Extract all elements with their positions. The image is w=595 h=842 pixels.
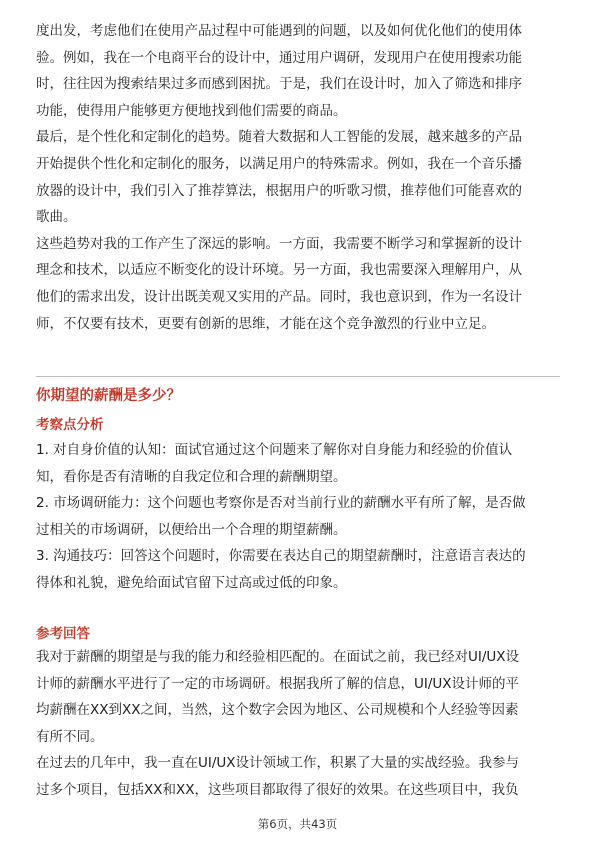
text-line: 均薪酬在XX到XX之间，当然，这个数字会因为地区、公司规模和个人经验等因素 [36, 702, 519, 719]
question-title: 你期望的薪酬是多少？ [36, 388, 181, 404]
answer-body [36, 644, 560, 804]
answer-paragraph-1 [36, 644, 560, 750]
text-line: 最后，是个性化和定制化的趋势。随着大数据和人工智能的发展，越来越多的产品 [36, 129, 522, 146]
text-line: 有所不同。 [36, 728, 104, 745]
text-line: 得体和礼貌，避免给面试官留下过高或过低的印象。 [36, 574, 347, 591]
answer-paragraph-2 [36, 750, 560, 803]
text-line: 过相关的市场调研，以便给出一个合理的期望薪酬。 [36, 521, 347, 538]
text-line: 3. 沟通技巧：回答这个问题时，你需要在表达自己的期望薪酬时，注意语言表达的 [36, 548, 526, 565]
text-line: 时，往往因为搜索结果过多而感到困扰。于是，我们在设计时，加入了筛选和排序 [36, 76, 522, 93]
intro-paragraph-1 [36, 18, 560, 124]
analysis-heading: 考察点分析 [36, 417, 104, 433]
text-line: 2. 市场调研能力：这个问题也考察你是否对当前行业的薪酬水平有所了解，是否做 [36, 495, 526, 512]
text-line: 计师的薪酬水平进行了一定的市场调研。根据我所了解的信息，UI/UX设计师的平 [36, 675, 520, 692]
page-footer: 第6页，共43页 [257, 817, 338, 831]
text-line: 在过去的几年中，我一直在UI/UX设计领域工作，积累了大量的实战经验。我参与 [36, 755, 520, 772]
text-line: 理念和技术，以适应不断变化的设计环境。另一方面，我也需要深入理解用户，从 [36, 262, 522, 279]
analysis-item-3 [36, 543, 560, 596]
intro-section [36, 18, 560, 337]
text-line: 放器的设计中，我们引入了推荐算法，根据用户的听歌习惯，推荐他们可能喜欢的 [36, 182, 522, 199]
text-line: 我对于薪酬的期望是与我的能力和经验相匹配的。在面试之前，我已经对UI/UX设 [36, 649, 520, 665]
text-line: 功能，使得用户能够更方便地找到他们需要的商品。 [36, 102, 347, 119]
text-line: 他们的需求出发，设计出既美观又实用的产品。同时，我也意识到，作为一名设计 [36, 288, 522, 305]
text-line: 1. 对自身价值的认知：面试官通过这个问题来了解你对自身能力和经验的价值认 [36, 442, 513, 458]
text-line: 过多个项目，包括XX和XX，这些项目都取得了很好的效果。在这些项目中，我负 [36, 781, 519, 798]
text-line: 知，看你是否有清晰的自我定位和合理的薪酬期望。 [36, 468, 347, 485]
analysis-item-2 [36, 490, 560, 543]
text-line: 师，不仅要有技术，更要有创新的思维，才能在这个竞争激烈的行业中立足。 [36, 315, 495, 332]
text-line: 开始提供个性化和定制化的服务，以满足用户的特殊需求。例如，我在一个音乐播 [36, 155, 522, 172]
text-line: 歌曲。 [36, 209, 77, 226]
analysis-item-1 [36, 437, 560, 490]
text-line: 这些趋势对我的工作产生了深远的影响。一方面，我需要不断学习和掌握新的设计 [36, 235, 522, 252]
analysis-list [36, 437, 560, 597]
text-line: 验。例如，我在一个电商平台的设计中，通过用户调研，发现用户在使用搜索功能 [36, 49, 522, 66]
intro-paragraph-3 [36, 231, 560, 337]
section-divider [36, 376, 560, 377]
text-line: 度出发，考虑他们在使用产品过程中可能遇到的问题，以及如何优化他们的使用体 [36, 23, 522, 39]
answer-heading: 参考回答 [36, 626, 90, 642]
intro-paragraph-2 [36, 124, 560, 230]
